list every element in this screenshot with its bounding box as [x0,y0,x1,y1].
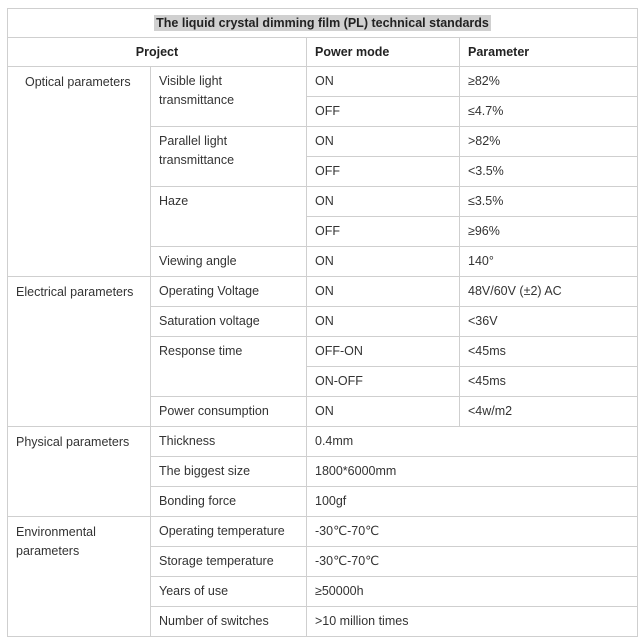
param-parallel-light: Parallel light transmittance [151,127,307,187]
param-storage-temperature: Storage temperature [151,547,307,577]
header-project: Project [8,38,307,67]
param-response-time: Response time [151,337,307,397]
value-cell: 1800*6000mm [307,457,638,487]
value-cell: <4w/m2 [460,397,638,427]
value-cell: -30℃-70℃ [307,547,638,577]
category-environmental: Environmental parameters [8,517,151,637]
value-cell: ≤4.7% [460,97,638,127]
table-title: The liquid crystal dimming film (PL) technical standards [156,15,489,30]
param-biggest-size: The biggest size [151,457,307,487]
param-operating-temperature: Operating temperature [151,517,307,547]
category-electrical: Electrical parameters [8,277,151,427]
value-cell: 100gf [307,487,638,517]
param-years-of-use: Years of use [151,577,307,607]
mode-cell: OFF [307,97,460,127]
value-cell: 0.4mm [307,427,638,457]
param-power-consumption: Power consumption [151,397,307,427]
mode-cell: OFF [307,217,460,247]
param-bonding-force: Bonding force [151,487,307,517]
mode-cell: OFF [307,157,460,187]
param-viewing-angle: Viewing angle [151,247,307,277]
value-cell: ≥50000h [307,577,638,607]
mode-cell: ON-OFF [307,367,460,397]
value-cell: 140° [460,247,638,277]
category-optical: Optical parameters [8,67,151,277]
value-cell: >82% [460,127,638,157]
category-physical: Physical parameters [8,427,151,517]
mode-cell: ON [307,247,460,277]
value-cell: <36V [460,307,638,337]
param-haze: Haze [151,187,307,247]
value-cell: -30℃-70℃ [307,517,638,547]
mode-cell: ON [307,277,460,307]
spec-table [7,8,638,637]
param-visible-light: Visible light transmittance [151,67,307,127]
mode-cell: OFF-ON [307,337,460,367]
spec-table-container [7,8,637,637]
value-cell: 48V/60V (±2) AC [460,277,638,307]
mode-cell: ON [307,397,460,427]
mode-cell: ON [307,307,460,337]
header-parameter: Parameter [460,38,638,67]
mode-cell: ON [307,127,460,157]
value-cell: ≥82% [460,67,638,97]
mode-cell: ON [307,187,460,217]
value-cell: >10 million times [307,607,638,637]
value-cell: <45ms [460,337,638,367]
value-cell: ≥96% [460,217,638,247]
value-cell: ≤3.5% [460,187,638,217]
table-title-cell [8,9,638,38]
header-power-mode: Power mode [307,38,460,67]
param-operating-voltage: Operating Voltage [151,277,307,307]
mode-cell: ON [307,67,460,97]
value-cell: <45ms [460,367,638,397]
param-saturation-voltage: Saturation voltage [151,307,307,337]
param-number-of-switches: Number of switches [151,607,307,637]
param-thickness: Thickness [151,427,307,457]
value-cell: <3.5% [460,157,638,187]
